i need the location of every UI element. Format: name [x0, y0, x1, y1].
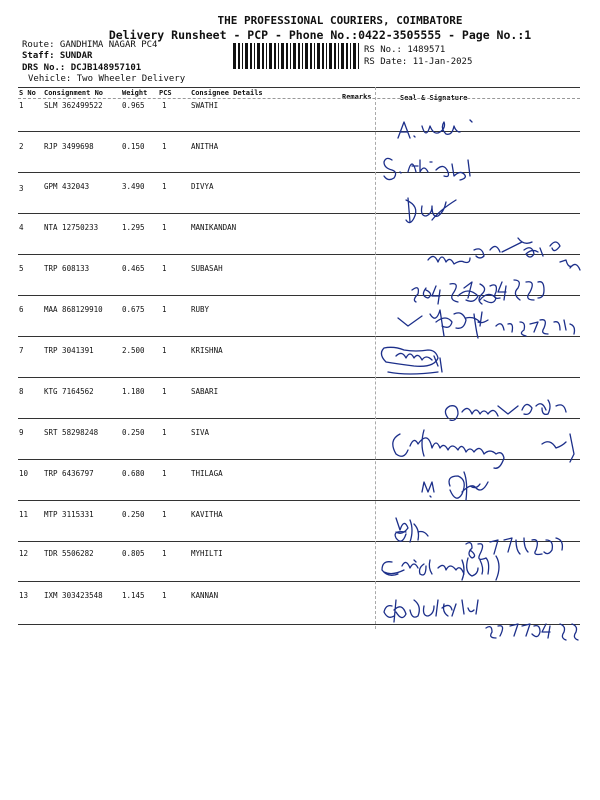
- barcode-bar: [346, 43, 348, 69]
- barcode-bar: [341, 43, 344, 69]
- row-consignment: RJP 3499698: [44, 142, 94, 151]
- row-weight: 0.250: [122, 510, 145, 519]
- row-sno: 9: [19, 428, 24, 437]
- row-sno: 3: [19, 184, 24, 193]
- col-header-seal-signature: Seal & Signature: [400, 94, 468, 102]
- handwritten-signatures: [370, 100, 600, 650]
- vehicle-label: Vehicle: Two Wheeler Delivery: [28, 74, 186, 84]
- row-consignee: SWATHI: [191, 101, 219, 110]
- row-pcs: 1: [162, 469, 167, 478]
- barcode-bar: [322, 43, 324, 69]
- col-header-remarks: Remarks: [342, 93, 372, 101]
- row-consignment: NTA 12750233: [44, 223, 99, 232]
- row-weight: 0.675: [122, 305, 145, 314]
- barcode-bar: [262, 43, 264, 69]
- row-consignment: IXM 303423548: [44, 591, 103, 600]
- row-consignee: KAVITHA: [191, 510, 223, 519]
- row-pcs: 1: [162, 510, 167, 519]
- row-consignee: DIVYA: [191, 182, 214, 191]
- row-consignment: KTG 7164562: [44, 387, 94, 396]
- col-header-sno: S No: [19, 89, 36, 97]
- row-consignment: TRP 6436797: [44, 469, 94, 478]
- row-weight: 0.680: [122, 469, 145, 478]
- row-sno: 2: [19, 142, 24, 151]
- barcode-bar: [353, 43, 356, 69]
- row-weight: 1.180: [122, 387, 145, 396]
- rs-date: RS Date: 11-Jan-2025: [364, 57, 473, 67]
- row-pcs: 1: [162, 305, 167, 314]
- row-pcs: 1: [162, 591, 167, 600]
- barcode-bar: [238, 43, 240, 69]
- route-label: Route: GANDHIMA NAGAR PC4: [22, 40, 158, 50]
- row-consignment: MAA 868129910: [44, 305, 103, 314]
- row-pcs: 1: [162, 264, 167, 273]
- staff-label: Staff: SUNDAR: [22, 51, 93, 61]
- row-consignee: ANITHA: [191, 142, 219, 151]
- barcode-bar: [290, 43, 291, 69]
- barcode-bar: [358, 43, 359, 69]
- col-header-consignment: Consignment No: [44, 89, 104, 97]
- barcode-bar: [338, 43, 339, 69]
- barcode-bar: [245, 43, 248, 69]
- row-consignment: TRP 3041391: [44, 346, 94, 355]
- row-sno: 10: [19, 469, 29, 478]
- row-weight: 1.145: [122, 591, 145, 600]
- barcode-bar: [242, 43, 243, 69]
- runsheet-subtitle: Delivery Runsheet - PCP - Phone No.:0422-3505555 - Page No.:1: [108, 28, 532, 42]
- col-header-pcs: PCS: [159, 89, 172, 97]
- row-consignee: MANIKANDAN: [191, 223, 237, 232]
- row-sno: 4: [19, 223, 24, 232]
- row-weight: 2.500: [122, 346, 145, 355]
- company-title: THE PROFESSIONAL COURIERS, COIMBATORE: [217, 14, 463, 27]
- barcode-bar: [326, 43, 327, 69]
- barcode-bar: [298, 43, 300, 69]
- barcode-bar: [310, 43, 312, 69]
- row-consignee: KRISHNA: [191, 346, 223, 355]
- row-consignee: SUBASAH: [191, 264, 223, 273]
- row-sno: 7: [19, 346, 24, 355]
- row-pcs: 1: [162, 428, 167, 437]
- barcode-bar: [286, 43, 288, 69]
- barcode-bar: [293, 43, 296, 69]
- barcode-bar: [269, 43, 272, 69]
- barcode-bar: [281, 43, 284, 69]
- row-sno: 1: [19, 101, 24, 110]
- row-pcs: 1: [162, 182, 167, 191]
- header-bottom-rule: [18, 98, 580, 99]
- row-pcs: 1: [162, 223, 167, 232]
- barcode-bar: [314, 43, 315, 69]
- row-pcs: 1: [162, 387, 167, 396]
- barcode-image: [233, 43, 359, 69]
- row-weight: 1.295: [122, 223, 145, 232]
- row-consignment: SRT 58298248: [44, 428, 99, 437]
- row-consignment: TDR 5506282: [44, 549, 94, 558]
- barcode-bar: [329, 43, 332, 69]
- barcode-bar: [350, 43, 351, 69]
- barcode-bar: [317, 43, 320, 69]
- row-sno: 12: [19, 549, 29, 558]
- row-weight: 0.465: [122, 264, 145, 273]
- col-header-weight: Weight: [122, 89, 148, 97]
- row-consignee: SIVA: [191, 428, 210, 437]
- row-sno: 8: [19, 387, 24, 396]
- header-top-rule: [18, 87, 580, 88]
- row-consignment: TRP 608133: [44, 264, 90, 273]
- row-sno: 11: [19, 510, 29, 519]
- row-consignee: MYHILTI: [191, 549, 223, 558]
- barcode-bar: [257, 43, 260, 69]
- row-consignee: THILAGA: [191, 469, 223, 478]
- row-pcs: 1: [162, 142, 167, 151]
- barcode-bar: [250, 43, 252, 69]
- row-consignee: KANNAN: [191, 591, 219, 600]
- barcode-bar: [254, 43, 255, 69]
- row-pcs: 1: [162, 346, 167, 355]
- row-weight: 3.490: [122, 182, 145, 191]
- barcode-bar: [302, 43, 303, 69]
- row-consignee: SABARI: [191, 387, 219, 396]
- barcode-bar: [274, 43, 276, 69]
- row-weight: 0.150: [122, 142, 145, 151]
- row-weight: 0.965: [122, 101, 145, 110]
- row-pcs: 1: [162, 549, 167, 558]
- row-consignment: GPM 432043: [44, 182, 90, 191]
- row-sno: 6: [19, 305, 24, 314]
- barcode-bar: [266, 43, 267, 69]
- row-consignment: MTP 3115331: [44, 510, 94, 519]
- barcode-bar: [305, 43, 308, 69]
- row-consignee: RUBY: [191, 305, 210, 314]
- col-header-consignee: Consignee Details: [191, 89, 263, 97]
- barcode-bar: [334, 43, 336, 69]
- barcode-bar: [278, 43, 279, 69]
- drs-label: DRS No.: DCJB148957101: [22, 63, 142, 73]
- row-pcs: 1: [162, 101, 167, 110]
- row-sno: 5: [19, 264, 24, 273]
- barcode-bar: [233, 43, 236, 69]
- row-consignment: SLM 362499522: [44, 101, 103, 110]
- row-weight: 0.805: [122, 549, 145, 558]
- row-sno: 13: [19, 591, 29, 600]
- rs-number: RS No.: 1489571: [364, 45, 446, 55]
- row-weight: 0.250: [122, 428, 145, 437]
